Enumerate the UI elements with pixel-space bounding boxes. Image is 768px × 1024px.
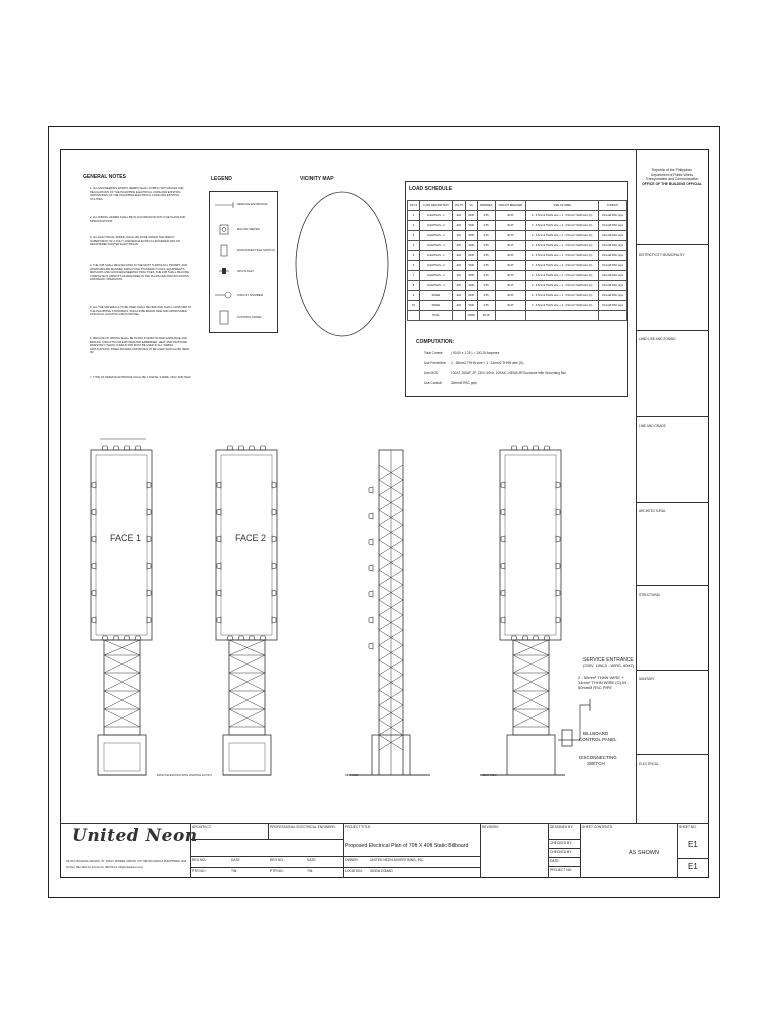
legend-item-control-panel: CONTROL PANEL [237, 315, 263, 319]
sheet-no-label: SHEET NO. [679, 825, 697, 829]
load-schedule-cell: 1000 [465, 291, 477, 301]
load-schedule-row [408, 211, 627, 221]
spotlight-icon [556, 617, 560, 623]
load-schedule-cell: 2 - 3.5mm2 THHN wire + 1 - 3.5mm2 THHN wire (G) [526, 281, 599, 291]
load-schedule-cell: 15mmØ RSC pipe [599, 271, 627, 281]
load-schedule-cell: 1000 [465, 301, 477, 311]
computation-label: Use Conduit: [424, 381, 443, 385]
spotlight-icon [147, 590, 151, 596]
sheet-number: E1 [688, 840, 698, 849]
spotlight-icon [501, 509, 505, 515]
load-schedule-cell [526, 311, 599, 321]
ptr-no-label-2: PTR NO.: [270, 869, 285, 873]
load-schedule-cell: 30 AT [495, 251, 526, 261]
office-line: Transportation and Communication [645, 177, 699, 182]
billboard-drawings [60, 405, 636, 785]
service-entrance-spec4: 50mmØ RSC PIPE [578, 685, 613, 690]
load-schedule-cell: 2 - 3.5mm2 THHN wire + 1 - 3.5mm2 THHN wire (G) [526, 221, 599, 231]
spotlight-icon [522, 446, 528, 450]
spotlight-icon [556, 509, 560, 515]
load-schedule-cell: 1000 [465, 251, 477, 261]
load-schedule-cell: 1000 [465, 271, 477, 281]
spotlight-icon [544, 636, 550, 640]
vicinity-map-title: VICINITY MAP [300, 176, 334, 182]
spotlight-icon [369, 591, 373, 597]
load-schedule-cell: 10000 [465, 311, 477, 321]
spotlight-icon [147, 536, 151, 542]
sheet-number-2: E1 [688, 862, 698, 871]
owner-label: OWNER: [345, 858, 359, 862]
spotlight-icon [260, 636, 266, 640]
spotlight-icon [501, 590, 505, 596]
structural-label: STRUCTURAL [639, 593, 661, 597]
load-schedule-cell: 4.55 [477, 301, 495, 311]
load-schedule-cell: LIGHTINGS - 2 [419, 261, 452, 271]
load-schedule-cell: 220 [452, 221, 465, 231]
load-schedule-cell: 15mmØ RSC pipe [599, 291, 627, 301]
load-schedule-row [408, 281, 627, 291]
load-schedule-cell [599, 311, 627, 321]
spotlight-icon [556, 590, 560, 596]
disconnect-switch-label1: DISCONNECTING [579, 755, 617, 760]
load-schedule-cell: 4.55 [477, 261, 495, 271]
load-schedule-cell: 45.45 [477, 311, 495, 321]
load-schedule-header: SIZE OF WIRE [526, 201, 599, 211]
load-schedule-cell [495, 311, 526, 321]
computation-label: Total Current: [424, 351, 444, 355]
load-schedule-cell: LIGHTINGS - 2 [419, 221, 452, 231]
load-schedule-cell: 6 [408, 261, 420, 271]
load-schedule-cell: 2 - 3.5mm2 THHN wire + 1 - 3.5mm2 THHN wire (G) [526, 211, 599, 221]
load-schedule-cell: 30 AT [495, 301, 526, 311]
load-schedule-cell: 30 AT [495, 211, 526, 221]
load-schedule-cell: TOTAL [419, 311, 452, 321]
spotlight-icon [147, 482, 151, 488]
load-schedule-cell: 15mmØ RSC pipe [599, 221, 627, 231]
face-2-label: FACE 2 [235, 533, 267, 543]
spotlight-icon [249, 636, 255, 640]
line-grade-label: LINE AND GRADE [639, 424, 666, 428]
load-schedule-cell: 2 - 3.5mm2 THHN wire + 1 - 3.5mm2 THHN wire (G) [526, 271, 599, 281]
electrical-label: ELECTRICAL [639, 762, 659, 766]
general-note-3: 3. ALL ELECTRICAL WIRING SHALL BE DONE UNDER THE DIRECT SUPERVISION OF A DULY LICENSED ELECTRICAL ENGINEER AND OR REGISTERED MASTER ELECTRICIAN. [90, 236, 180, 247]
load-schedule-cell: 30 AT [495, 221, 526, 231]
project-title-label: PROJECT TITLE: [345, 825, 372, 829]
spotlight-icon [227, 636, 233, 640]
load-schedule-cell: 220 [452, 281, 465, 291]
land-use-label: LAND USE AND ZONING [639, 337, 676, 341]
computation-label: Use Feederline: [424, 361, 447, 365]
load-schedule-cell: 4.55 [477, 241, 495, 251]
rear-view-caption: REAR VIEW [482, 774, 497, 777]
spotlight-icon [272, 482, 276, 488]
load-schedule-cell: 2 - 3.5mm2 THHN wire + 1 - 3.5mm2 THHN wire (G) [526, 291, 599, 301]
spotlight-icon [544, 446, 550, 450]
spotlight-icon [92, 617, 96, 623]
load-schedule-cell: 15mmØ RSC pipe [599, 241, 627, 251]
company-address: 4/F RFC BUILDING 229 EDS. ST. PASAY PADRES, MAKATI CITY METRO MANILA PHILIPPINES 1226 [66, 860, 187, 863]
tin-label-2: TIN: [307, 869, 314, 873]
office-line: Department of Public Works [650, 172, 694, 177]
owner-value: UNITED NEON ADVERTISING, INC. [370, 858, 425, 862]
spotlight-icon [501, 482, 505, 488]
spotlight-icon [511, 446, 517, 450]
load-schedule-row [408, 291, 627, 301]
load-schedule-table [407, 200, 627, 321]
spotlight-icon [92, 509, 96, 515]
tin-label: TIN: [231, 869, 238, 873]
spotlight-icon [369, 539, 373, 545]
load-schedule-cell: 2 - 3.5mm2 THHN wire + 1 - 3.5mm2 THHN wire (G) [526, 241, 599, 251]
load-schedule-header: LOAD DESCRIPTION [419, 201, 452, 211]
spotlight-icon [501, 617, 505, 623]
checked-by-label-2: CHECKED BY: [550, 850, 573, 854]
load-schedule-cell: 1000 [465, 231, 477, 241]
as-shown: AS SHOWN [629, 850, 659, 856]
spotlight-icon [238, 446, 244, 450]
load-schedule-cell: 2 - 3.5mm2 THHN wire + 1 - 3.5mm2 THHN wire (G) [526, 301, 599, 311]
revision-label: REVISION: [482, 825, 499, 829]
spotlight-icon [217, 482, 221, 488]
legend-symbols [209, 191, 239, 333]
load-schedule-cell: 220 [452, 301, 465, 311]
spotlight-icon [272, 563, 276, 569]
spotlight-icon [533, 636, 539, 640]
load-schedule-cell [408, 311, 420, 321]
load-schedule-cell: 8 [408, 281, 420, 291]
spotlight-icon [217, 617, 221, 623]
load-schedule-cell: 4.55 [477, 221, 495, 231]
load-schedule-header: CIRCUIT BREAKER [495, 201, 526, 211]
legend-item-circuit-number: CIRCUIT NUMBER [237, 293, 263, 297]
load-schedule-cell: 4.55 [477, 231, 495, 241]
load-schedule-cell: LIGHTINGS - 2 [419, 281, 452, 291]
load-schedule-cell: 4.55 [477, 211, 495, 221]
load-schedule-cell: 4.55 [477, 251, 495, 261]
spotlight-icon [369, 513, 373, 519]
designed-by-label: DESIGNED BY: [550, 825, 574, 829]
ptr-no-label: PTR NO.: [192, 869, 207, 873]
load-schedule-row [408, 311, 627, 321]
office-line: Republic of the Philippines [652, 168, 692, 172]
load-schedule-cell: 15mmØ RSC pipe [599, 261, 627, 271]
spotlight-icon [113, 636, 119, 640]
load-schedule-cell: LIGHTINGS - 2 [419, 271, 452, 281]
load-schedule-cell: 4.55 [477, 291, 495, 301]
spotlight-icon [92, 536, 96, 542]
load-schedule-cell: SPARE [419, 301, 452, 311]
general-note-5: 5. ALL THE MATERIALS TO BE USED SHALL BE NEW AND SHALL CONFORM TO THE PHILIPPINE STANDARDS, SHOULD BE BRAND NEW AND APPROVABLE FOR SUCH LOCATION AND PURPOSE. [90, 306, 192, 317]
disconnect-switch-label2: SWITCH [587, 761, 605, 766]
load-schedule-cell: 1000 [465, 281, 477, 291]
architect-label: ARCHITECT: [192, 825, 212, 829]
engineer-label: PROFESSIONAL ELECTRICAL ENGINEER: [270, 825, 336, 829]
spotlight-icon [369, 643, 373, 649]
spotlight-icon [217, 509, 221, 515]
location-value: SIDDA ZOMAD [370, 869, 393, 873]
load-schedule-cell: 220 [452, 271, 465, 281]
load-schedule-header: VOLTS [452, 201, 465, 211]
spotlight-icon [272, 590, 276, 596]
spotlight-icon [135, 446, 141, 450]
load-schedule-row [408, 251, 627, 261]
computation-label: Use MCB: [424, 371, 439, 375]
date-label-a: DATE: [231, 858, 241, 862]
office-header [640, 168, 704, 186]
service-entrance-spec1: (230V, 1ØA,3 - WIRE, 60HZ) [583, 663, 635, 668]
spotlight-icon [92, 482, 96, 488]
spotlight-icon [147, 617, 151, 623]
spotlight-icon [272, 509, 276, 515]
load-schedule-cell: 220 [452, 231, 465, 241]
spotlight-icon [501, 536, 505, 542]
spotlight-icon [369, 565, 373, 571]
general-note-4: 4. THE JOB SHALL BE EXECUTED IN THE MOST THOROUGH, PROMPT, AND WORKMANLIKE MANNER, EMPLOYING STANDARD TOOLS, EQUIPMENTS, METHODS AND GOOD ENGINEERING PRACTICES. THE JOB SHALL BE DONE COMPLETE IN ASPECTS AS REQUIRED IN THE PLANS AND SPECIFICATIONS, AND READY OPERATION. [90, 264, 190, 282]
spotlight-icon [124, 636, 130, 640]
reg-no-label-2: REG NO.: [270, 858, 285, 862]
reg-no-label: REG NO.: [192, 858, 207, 862]
load-schedule-cell: 2 [408, 221, 420, 231]
load-schedule-row [408, 261, 627, 271]
load-schedule-cell: LIGHTINGS - 2 [419, 241, 452, 251]
spotlight-icon [217, 563, 221, 569]
load-schedule-header: CKT # [408, 201, 420, 211]
load-schedule-cell: LIGHTINGS - 2 [419, 231, 452, 241]
load-schedule-header: CONDUIT [599, 201, 627, 211]
spotlight-icon [556, 563, 560, 569]
load-schedule-cell: 5 [408, 251, 420, 261]
load-schedule-title: LOAD SCHEDULE [409, 186, 453, 192]
general-note-1: 1. ALL ENGINEERING WORKS HEREIN SHALL COMPLY WITH RULES AND REGULATIONS OF THE PHILIPPINE ELECTRICAL CODE AND EXISTING ORDINANCES OF THE PHILIPPINE ELECTRICAL CODE AND EXISTING UTILITIES. [90, 187, 184, 201]
spotlight-icon [147, 563, 151, 569]
load-schedule-cell: SPARE [419, 291, 452, 301]
general-notes-title: GENERAL NOTES [83, 174, 126, 180]
spotlight-icon [147, 509, 151, 515]
spotlight-icon [238, 636, 244, 640]
spotlight-icon [124, 446, 130, 450]
spotlight-icon [227, 446, 233, 450]
control-panel-label2: CONTROL PANEL [579, 737, 617, 742]
spotlight-icon [369, 617, 373, 623]
load-schedule-cell: 220 [452, 251, 465, 261]
load-schedule-row [408, 231, 627, 241]
load-schedule-cell: LIGHTINGS - 2 [419, 211, 452, 221]
load-schedule-cell: LIGHTINGS - 2 [419, 251, 452, 261]
computation-value: 2 - 38mm2 THHN wire + 1 - 14mm2 THHN wire (G) [451, 361, 524, 365]
load-schedule-cell: 220 [452, 291, 465, 301]
load-schedule-cell: 30 AT [495, 281, 526, 291]
company-logo: United Neon [72, 826, 198, 846]
service-entrance-title: SERVICE ENTRANCE [583, 657, 634, 663]
load-schedule-row [408, 221, 627, 231]
load-schedule-header: VA [465, 201, 477, 211]
load-schedule-cell: 30 AT [495, 271, 526, 281]
date-label-b: DATE: [307, 858, 317, 862]
spotlight-icon [92, 590, 96, 596]
load-schedule-cell: 4.55 [477, 271, 495, 281]
date-label: DATE: [550, 859, 560, 863]
spotlight-icon [135, 636, 141, 640]
load-schedule-row [408, 241, 627, 251]
load-schedule-cell: 4.55 [477, 281, 495, 291]
load-schedule-row [408, 271, 627, 281]
computation-title: COMPUTATION: [416, 339, 455, 345]
load-schedule-cell: 15mmØ RSC pipe [599, 281, 627, 291]
sheet-contents-label: SHEET CONTENTS: [582, 825, 613, 829]
load-schedule-cell: 9 [408, 291, 420, 301]
load-schedule-cell: 30 AT [495, 291, 526, 301]
project-no-label: PROJECT NO: [550, 868, 573, 872]
load-schedule-cell: 1 [408, 211, 420, 221]
computation-value: ( 90.00 x 1.25 ) = 100.25 Amperes [451, 351, 500, 355]
front-elevation-caption: FRONT ELEVATION WITH LIGHTING LAYOUT [157, 774, 213, 777]
spotlight-icon [217, 536, 221, 542]
sanitary-label: SANITARY [639, 677, 655, 681]
spotlight-icon [102, 636, 108, 640]
load-schedule-cell: 30 AT [495, 241, 526, 251]
side-view-caption: SIDE VIEW [345, 774, 359, 777]
load-schedule-row [408, 301, 627, 311]
load-schedule-cell: 2 - 3.5mm2 THHN wire + 1 - 3.5mm2 THHN wire (G) [526, 261, 599, 271]
load-schedule-header: AMPERES [477, 201, 495, 211]
legend-item-disconnecting-switch: DISCONNECTING SWITCH [237, 248, 275, 252]
legend-item-billing-meter: BILLING METER [237, 227, 260, 231]
load-schedule-cell: 4 [408, 241, 420, 251]
spotlight-icon [102, 446, 108, 450]
face-1-label: FACE 1 [110, 533, 142, 543]
load-schedule-cell: 15mmØ RSC pipe [599, 301, 627, 311]
load-schedule-cell: 1000 [465, 221, 477, 231]
computation-value: 32mmØ RSC pipe [451, 381, 477, 385]
load-schedule-cell: 15mmØ RSC pipe [599, 251, 627, 261]
spotlight-icon [369, 487, 373, 493]
load-schedule-cell: 30 AT [495, 261, 526, 271]
load-schedule-cell: 1000 [465, 211, 477, 221]
project-title: Proposed Electrical Plan of 70ft X 40ft Static Billboard [345, 843, 469, 849]
legend-item-spotlight: SPOTLIGHT [237, 269, 255, 273]
control-panel-label1: BILLBOARD [583, 731, 609, 736]
load-schedule-cell: 1000 [465, 241, 477, 251]
spotlight-icon [556, 536, 560, 542]
company-contacts: Tel Nos. 892-4001 loc 10 Fax No. 892-50-12 info@unitedneon.com [66, 866, 144, 869]
load-schedule-cell: 220 [452, 211, 465, 221]
general-note-2: 2. ALL WIRING HEREIN SHALL BE IN ACCORDANCE WITH THE PLANS AND SPECIFICATIONS. [90, 216, 186, 223]
architectural-label: ARCHITECTURAL [639, 509, 666, 513]
spotlight-icon [533, 446, 539, 450]
spotlight-icon [501, 563, 505, 569]
spotlight-icon [217, 590, 221, 596]
spotlight-icon [92, 563, 96, 569]
load-schedule-cell: 220 [452, 261, 465, 271]
legend-item-service-entrance: SERVICE ENTRANCE [237, 202, 268, 206]
load-schedule-cell: 2 - 3.5mm2 THHN wire + 1 - 3.5mm2 THHN wire (G) [526, 251, 599, 261]
general-note-7: 7. TYPE OF SERVICE ENTRANCE SHALL BE 1 PHASE, 3 WIRE, 220V, AND 60HZ. [90, 376, 192, 379]
load-schedule-cell: 15mmØ RSC pipe [599, 231, 627, 241]
spotlight-icon [522, 636, 528, 640]
general-note-6: 6. METHOD OF WIRING SHALL BE IN RSC FOR BOTH MAIN ENTRANCE AND BRANCH CIRCUITS FOR EXPOSED AND EMBEDDED, HEAT AND MOISTURE RESISTANT (THHN) CONDUCTOR MUST BE USED IN ALL WIRING APPLICATIONS. PANEL BOARDS AND BOXES TO BE USED SHOULD BE NEMA 3R. [90, 337, 190, 355]
load-schedule-cell: 10 [408, 301, 420, 311]
spotlight-icon [556, 482, 560, 488]
spotlight-icon [272, 617, 276, 623]
load-schedule-cell: 1000 [465, 261, 477, 271]
load-schedule-cell: 3 [408, 231, 420, 241]
vicinity-map [294, 189, 390, 339]
spotlight-icon [260, 446, 266, 450]
load-schedule-cell: 15mmØ RSC pipe [599, 211, 627, 221]
service-entrance-spec2: 2 - 50mm² THHN WIRE + [578, 675, 624, 680]
spotlight-icon [249, 446, 255, 450]
load-schedule-cell [452, 311, 465, 321]
load-schedule-cell: 2 - 3.5mm2 THHN wire + 1 - 3.5mm2 THHN wire (G) [526, 231, 599, 241]
legend-title: LEGEND [211, 176, 232, 182]
spotlight-icon [511, 636, 517, 640]
spotlight-icon [272, 536, 276, 542]
service-entrance-spec3: 14mm² THHN WIRE (G) IN [578, 680, 627, 685]
load-schedule-cell: 30 AT [495, 231, 526, 241]
district-label: DISTRICT/CITY MUNICIPALITY [639, 253, 685, 257]
office-line: OFFICE OF THE BUILDING OFFICIAL [642, 181, 702, 186]
spotlight-icon [113, 446, 119, 450]
computation-value: 100AT, 200AF, 2P, 230V, 60Hz, 10KAIC, NEMA 3R Enclosure with Grounding Bar [451, 371, 566, 375]
checked-by-label: CHECKED BY: [550, 841, 573, 845]
load-schedule-cell: 7 [408, 271, 420, 281]
load-schedule-cell: 220 [452, 241, 465, 251]
location-label: LOCATION: [345, 869, 363, 873]
